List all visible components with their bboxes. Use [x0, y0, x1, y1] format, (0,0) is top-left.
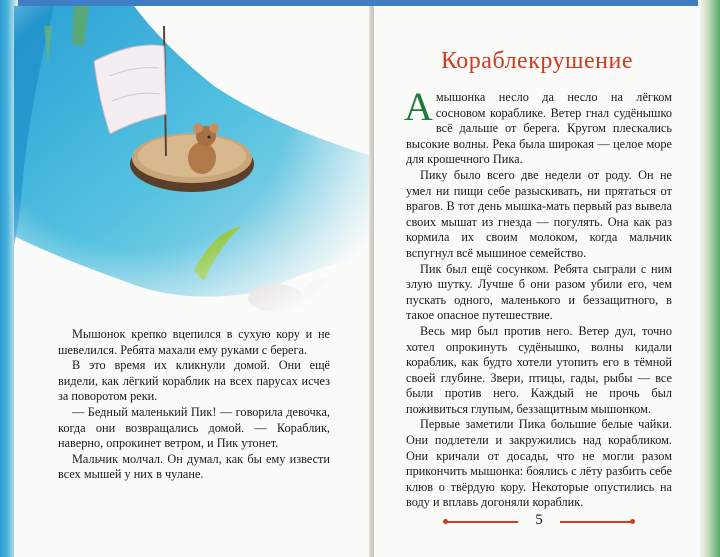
paragraph: Мальчик молчал. Он думал, как бы ему извести всех мышей у них в чулане. [58, 451, 330, 482]
paragraph: Мышонок крепко вцепился в сухую кору и не шевелился. Ребята махали ему руками с берега. [58, 327, 330, 357]
paragraph: Весь мир был против него. Ветер дул, точно хотел опрокинуть судёнышко, волны кидали кораблик, как будто хотели утопить его в тёмной своей глубине. Звери, птицы, гады, рыбы — все были против него. Каждый не прочь был поживиться глупым, беззащитным мышонком. [406, 323, 672, 416]
paragraph: Пику было всего две недели от роду. Он не умел ни пищи себе разыскивать, ни прятаться от врагов. В тот день мышка-мать первый раз вывела своих мышат из гнезда — погулять. Она как раз кормила их своим молоком, когда мальчик вспугнул всё мышиное семейство. [406, 167, 672, 260]
paragraph: В это время их кликнули домой. Они ещё видели, как лёгкий кораблик на всех парусах исчез за поворотом реки. [58, 358, 330, 404]
left-page [14, 6, 372, 557]
river-boat-illustration [14, 6, 372, 326]
paragraph: Пик был ещё сосунком. Ребята сыграли с ним злую шутку. Лучше б они разом убили его, чем пускать одного, маленького и беззащитного, в такое опасное путешествие. [406, 261, 672, 323]
page-footer [446, 512, 632, 532]
first-paragraph-text: мышонка несло да несло на лёгком сосновом кораблике. Ветер гнал судёнышко всё дальше от берега. Кругом плескались высокие волны. Река была широкая — целое море для крошечного Пика. [406, 90, 672, 167]
first-paragraph [404, 84, 672, 168]
left-page-text [58, 327, 330, 483]
chapter-title: Кораблекрушение [440, 48, 634, 74]
book-cover-edge-right [698, 0, 720, 557]
page-number: 5 [535, 512, 543, 528]
paragraph: Первые заметили Пика большие белые чайки. Они подлетели и закружились над корабликом. Они кричали от досады, что не могли разом прикончить мышонка: боялись с лёту разбить себе клюв о твёрдую кору. Некоторые опустились на воду и вплавь догоняли кораблик. [406, 417, 672, 510]
ornament-dot [630, 519, 635, 524]
ornament-dot [443, 519, 448, 524]
drop-cap: А [404, 84, 433, 129]
ornament-line-right [560, 521, 632, 523]
right-page-text [404, 84, 672, 511]
paragraph: — Бедный маленький Пик! — говорила девочка, когда они возвращались домой. — Кораблик, наверно, опрокинет ветром, и Пик утонет. [58, 404, 330, 451]
ornament-line-left [446, 521, 518, 523]
right-page [374, 6, 700, 557]
